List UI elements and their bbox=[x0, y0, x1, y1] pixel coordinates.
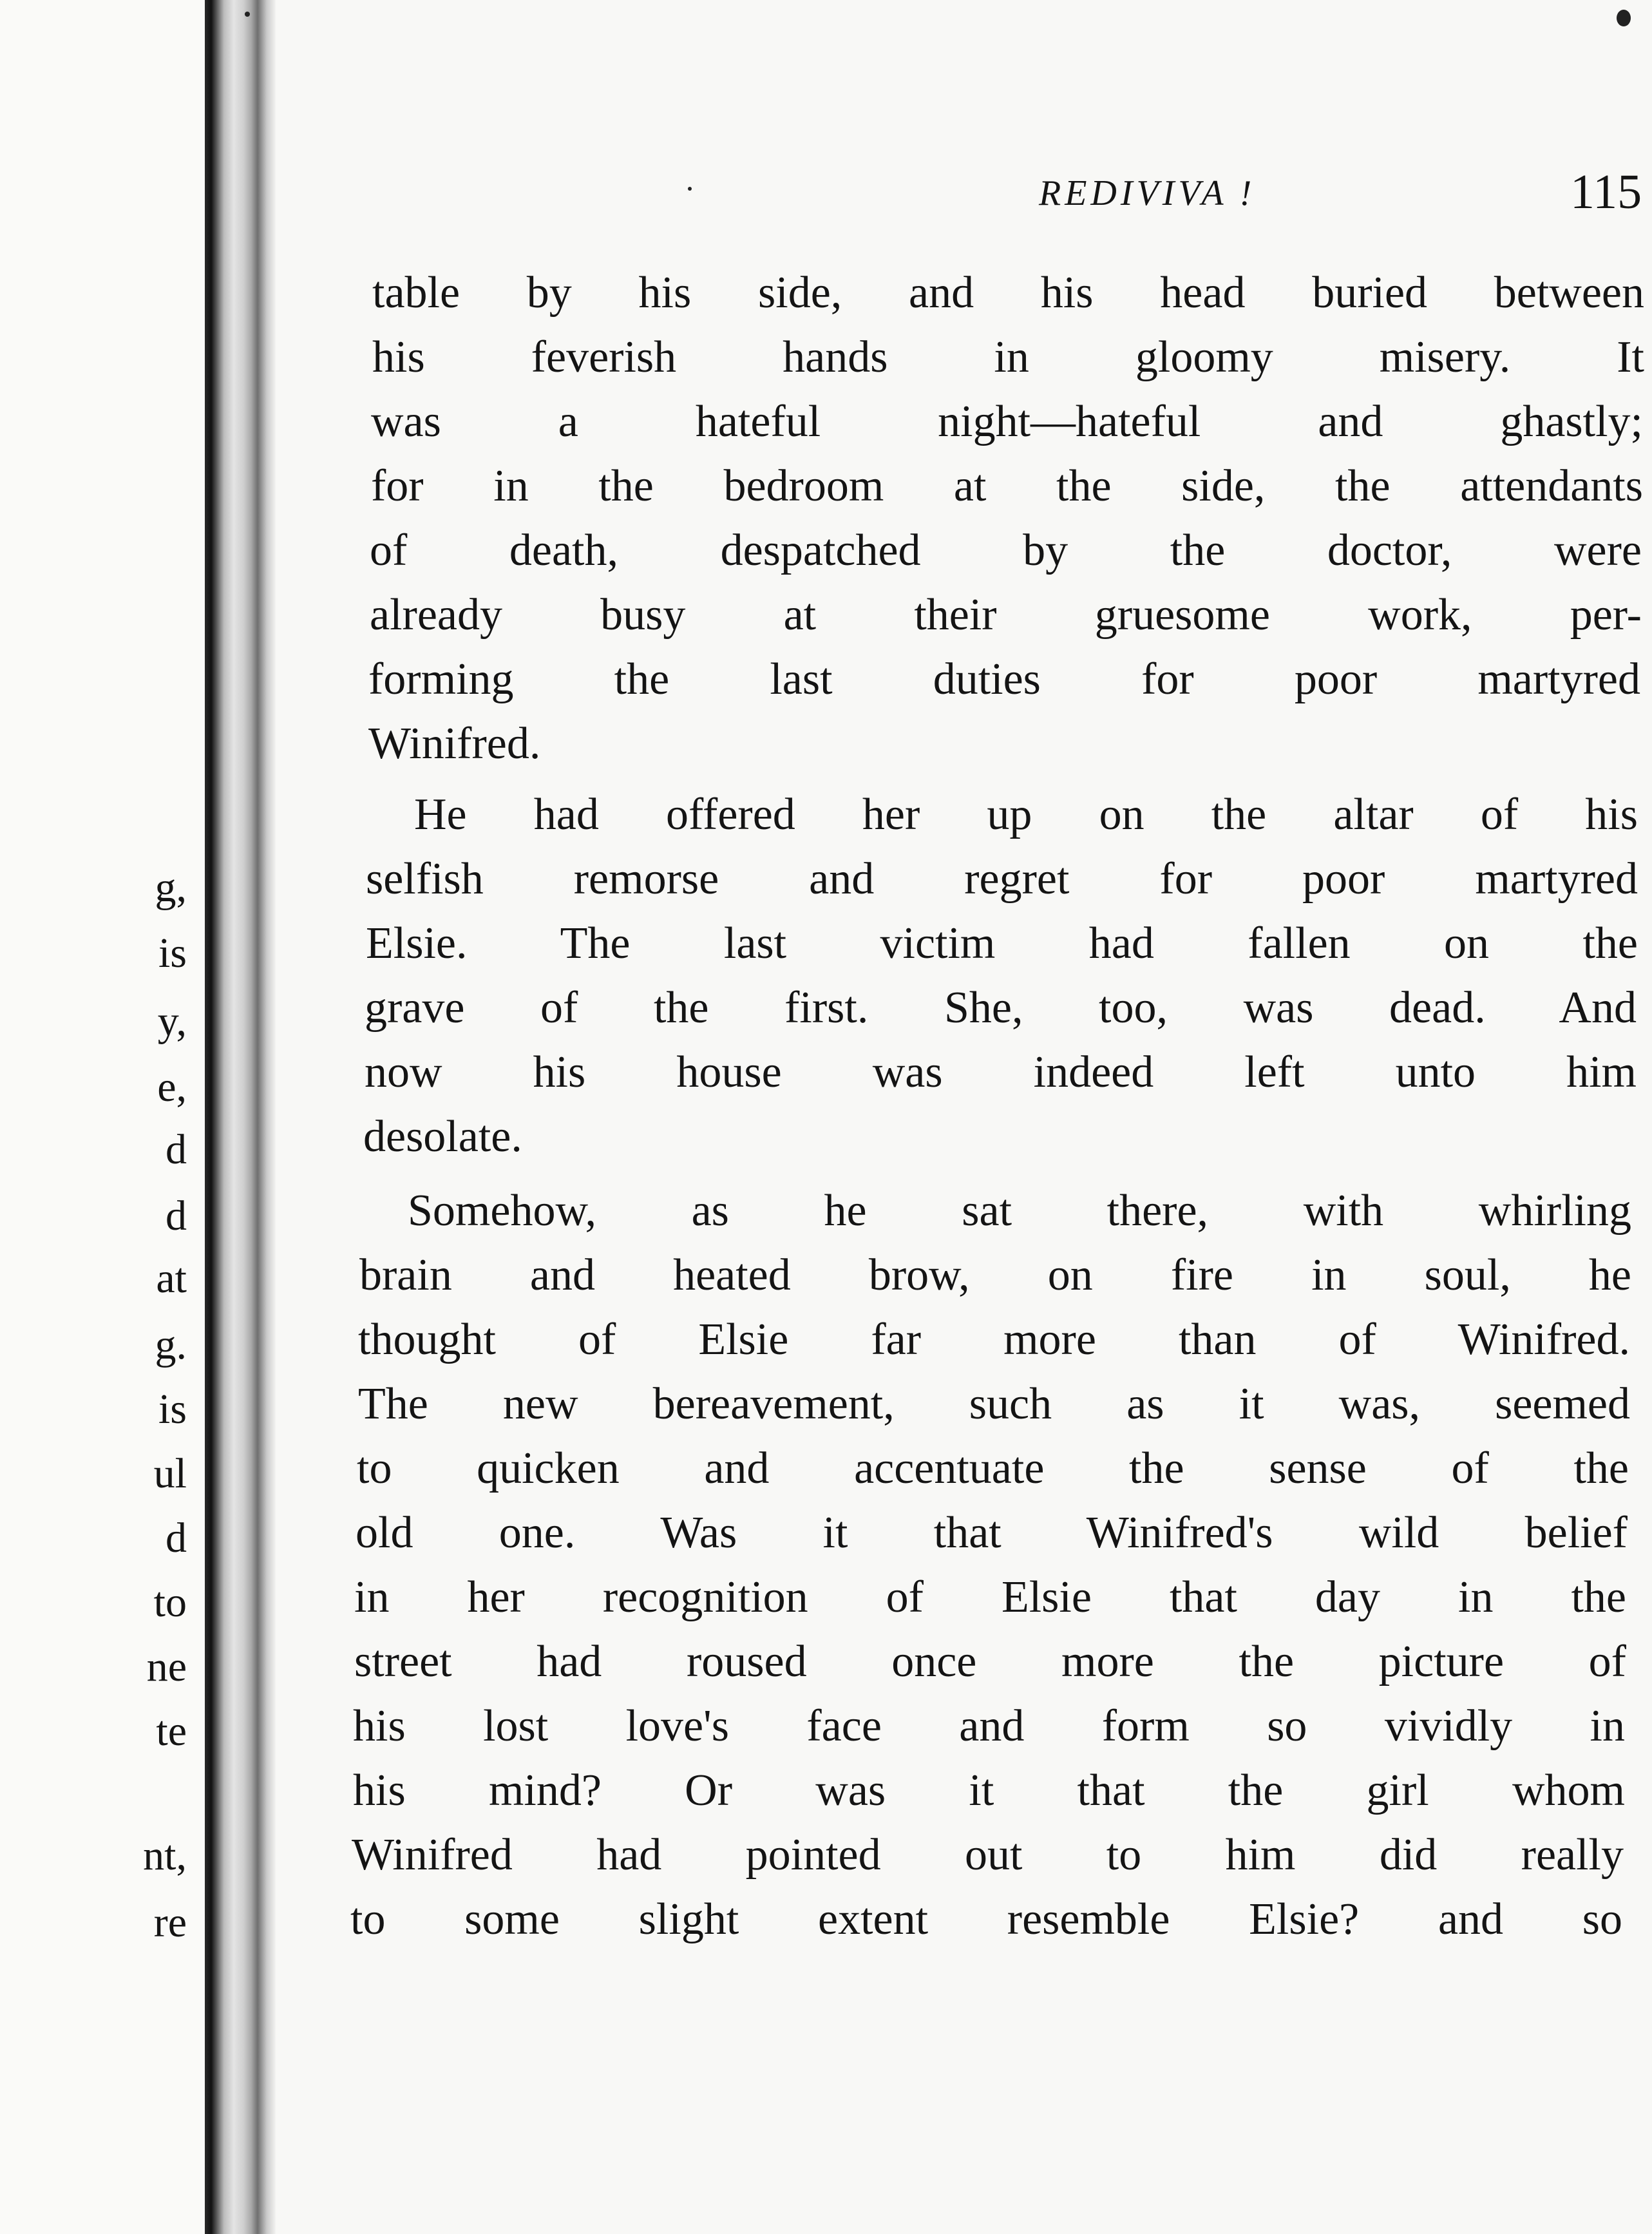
text-line: Winifred. bbox=[368, 719, 541, 769]
text-line: Somehow, as he sat there, with whirling bbox=[408, 1186, 1631, 1236]
page-number: 115 bbox=[1570, 165, 1642, 219]
text-line: street had roused once more the picture of bbox=[354, 1637, 1626, 1686]
text-line: The new bereavement, such as it was, seemed bbox=[358, 1379, 1630, 1429]
facing-page-fragment: ne bbox=[146, 1643, 187, 1690]
facing-page-fragment: d bbox=[166, 1514, 187, 1561]
facing-page-fragment: is bbox=[158, 930, 187, 977]
text-line: brain and heated brow, on fire in soul, he bbox=[359, 1250, 1631, 1300]
text-line: Winifred had pointed out to him did really bbox=[352, 1830, 1624, 1880]
book-page bbox=[276, 0, 1652, 2234]
facing-page-fragment: nt, bbox=[143, 1832, 187, 1879]
text-line: to some slight extent resemble Elsie? and so bbox=[350, 1895, 1622, 1944]
text-line: his lost love's face and form so vividly in bbox=[353, 1701, 1625, 1751]
facing-page-fragment: at bbox=[156, 1255, 187, 1302]
print-speck bbox=[1617, 10, 1631, 26]
text-line: forming the last duties for poor martyred bbox=[368, 654, 1640, 704]
book-gutter bbox=[205, 0, 276, 2234]
text-line: already busy at their gruesome work, per- bbox=[370, 590, 1642, 640]
text-line: in her recognition of Elsie that day in the bbox=[354, 1572, 1626, 1622]
text-line: old one. Was it that Winifred's wild belief bbox=[356, 1508, 1628, 1558]
print-speck bbox=[245, 12, 250, 17]
text-line: his mind? Or was it that the girl whom bbox=[353, 1766, 1625, 1815]
facing-page-fragment: g, bbox=[155, 864, 187, 911]
facing-page-fragment: te bbox=[156, 1708, 187, 1755]
facing-page bbox=[0, 0, 205, 2234]
text-line: selfish remorse and regret for poor martyred bbox=[366, 854, 1638, 904]
facing-page-fragment: is bbox=[158, 1386, 187, 1433]
text-line: Elsie. The last victim had fallen on the bbox=[366, 919, 1638, 968]
facing-page-fragment: d bbox=[166, 1126, 187, 1173]
facing-page-text-fragments bbox=[0, 0, 205, 2234]
facing-page-fragment: y, bbox=[157, 998, 187, 1045]
text-line: table by his side, and his head buried between bbox=[372, 268, 1644, 318]
facing-page-fragment: re bbox=[153, 1899, 187, 1946]
facing-page-fragment: e, bbox=[157, 1064, 187, 1111]
text-line: desolate. bbox=[363, 1112, 522, 1161]
text-line: now his house was indeed left unto him bbox=[365, 1047, 1637, 1097]
text-line: grave of the first. She, too, was dead. And bbox=[365, 983, 1637, 1033]
running-head: REDIVIVA ! bbox=[1039, 173, 1256, 213]
facing-page-fragment: to bbox=[153, 1579, 187, 1626]
facing-page-fragment: ul bbox=[153, 1450, 187, 1497]
text-line: to quicken and accentuate the sense of the bbox=[357, 1444, 1629, 1493]
facing-page-fragment: d bbox=[166, 1192, 187, 1239]
print-speck bbox=[688, 187, 692, 191]
text-line: was a hateful night—hateful and ghastly; bbox=[371, 397, 1643, 446]
facing-page-fragment: g. bbox=[155, 1321, 187, 1368]
text-line: thought of Elsie far more than of Winifred. bbox=[358, 1315, 1630, 1364]
text-line: He had offered her up on the altar of his bbox=[414, 790, 1638, 839]
text-line: for in the bedroom at the side, the attendants bbox=[371, 461, 1643, 511]
text-line: of death, despatched by the doctor, were bbox=[370, 526, 1642, 575]
text-line: his feverish hands in gloomy misery. It bbox=[372, 332, 1644, 382]
